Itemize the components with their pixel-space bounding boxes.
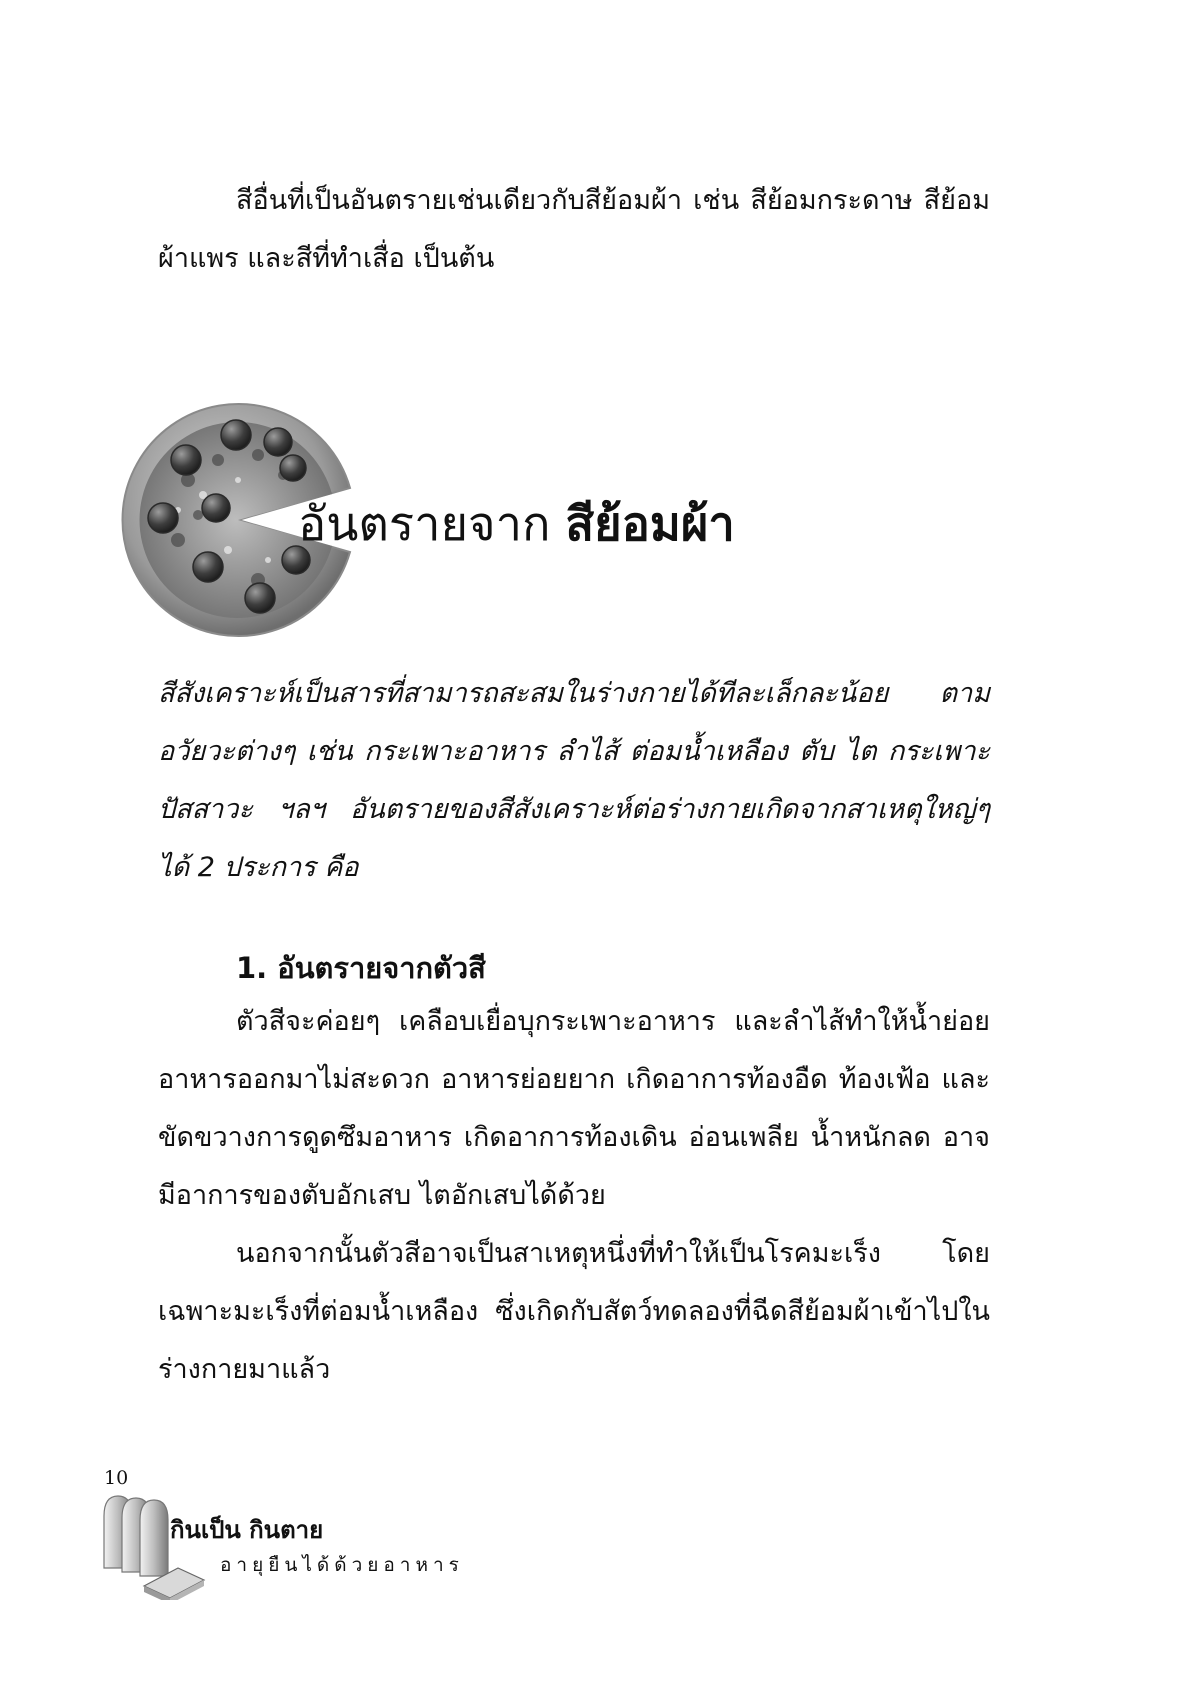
- summary-paragraph: สีสังเคราะห์เป็นสารที่สามารถสะสมในร่างกายได้ทีละเล็กละน้อย ตามอวัยวะต่างๆ เช่น กระเพาะอาหาร ลำไส้ ต่อมน้ำเหลือง ตับ ไต กระเพาะปัสสาวะ ฯลฯ อันตรายของสีสังเคราะห์ต่อร่างกายเกิดจากสาเหตุใหญ่ๆ ได้ 2 ประการ คือ: [158, 678, 990, 883]
- title-bold: สีย้อมผ้า: [565, 497, 735, 552]
- page-number: 10: [104, 1467, 129, 1489]
- section-title: [298, 495, 735, 555]
- section-heading: 1. อันตรายจากตัวสี: [236, 951, 486, 985]
- book-title: กินเป็น กินตาย: [170, 1515, 324, 1544]
- body-paragraph-2: นอกจากนั้นตัวสีอาจเป็นสาเหตุหนึ่งที่ทำให้เป็นโรคมะเร็ง โดยเฉพาะมะเร็งที่ต่อมน้ำเหลือง ซึ่งเกิดกับสัตว์ทดลองที่ฉีดสีย้อมผ้าเข้าไปในร่างกายมาแล้ว: [158, 1238, 990, 1385]
- title-regular: อันตรายจาก: [298, 497, 566, 552]
- section-title-block: [118, 400, 818, 640]
- intro-paragraph: สีอื่นที่เป็นอันตรายเช่นเดียวกับสีย้อมผ้า เช่น สีย้อมกระดาษ สีย้อมผ้าแพร และสีที่ทำเสื่อ เป็นต้น: [158, 185, 990, 274]
- book-subtitle: อายุยืนได้ด้วยอาหาร: [220, 1554, 464, 1576]
- body-paragraph-1: ตัวสีจะค่อยๆ เคลือบเยื่อบุกระเพาะอาหาร และลำไส้ทำให้น้ำย่อยอาหารออกมาไม่สะดวก อาหารย่อยยาก เกิดอาการท้องอืด ท้องเฟ้อ และขัดขวางการดูดซึมอาหาร เกิดอาการท้องเดิน อ่อนเพลีย น้ำหนักลด อาจมีอาการของตับอักเสบ ไตอักเสบได้ด้วย: [158, 1006, 990, 1211]
